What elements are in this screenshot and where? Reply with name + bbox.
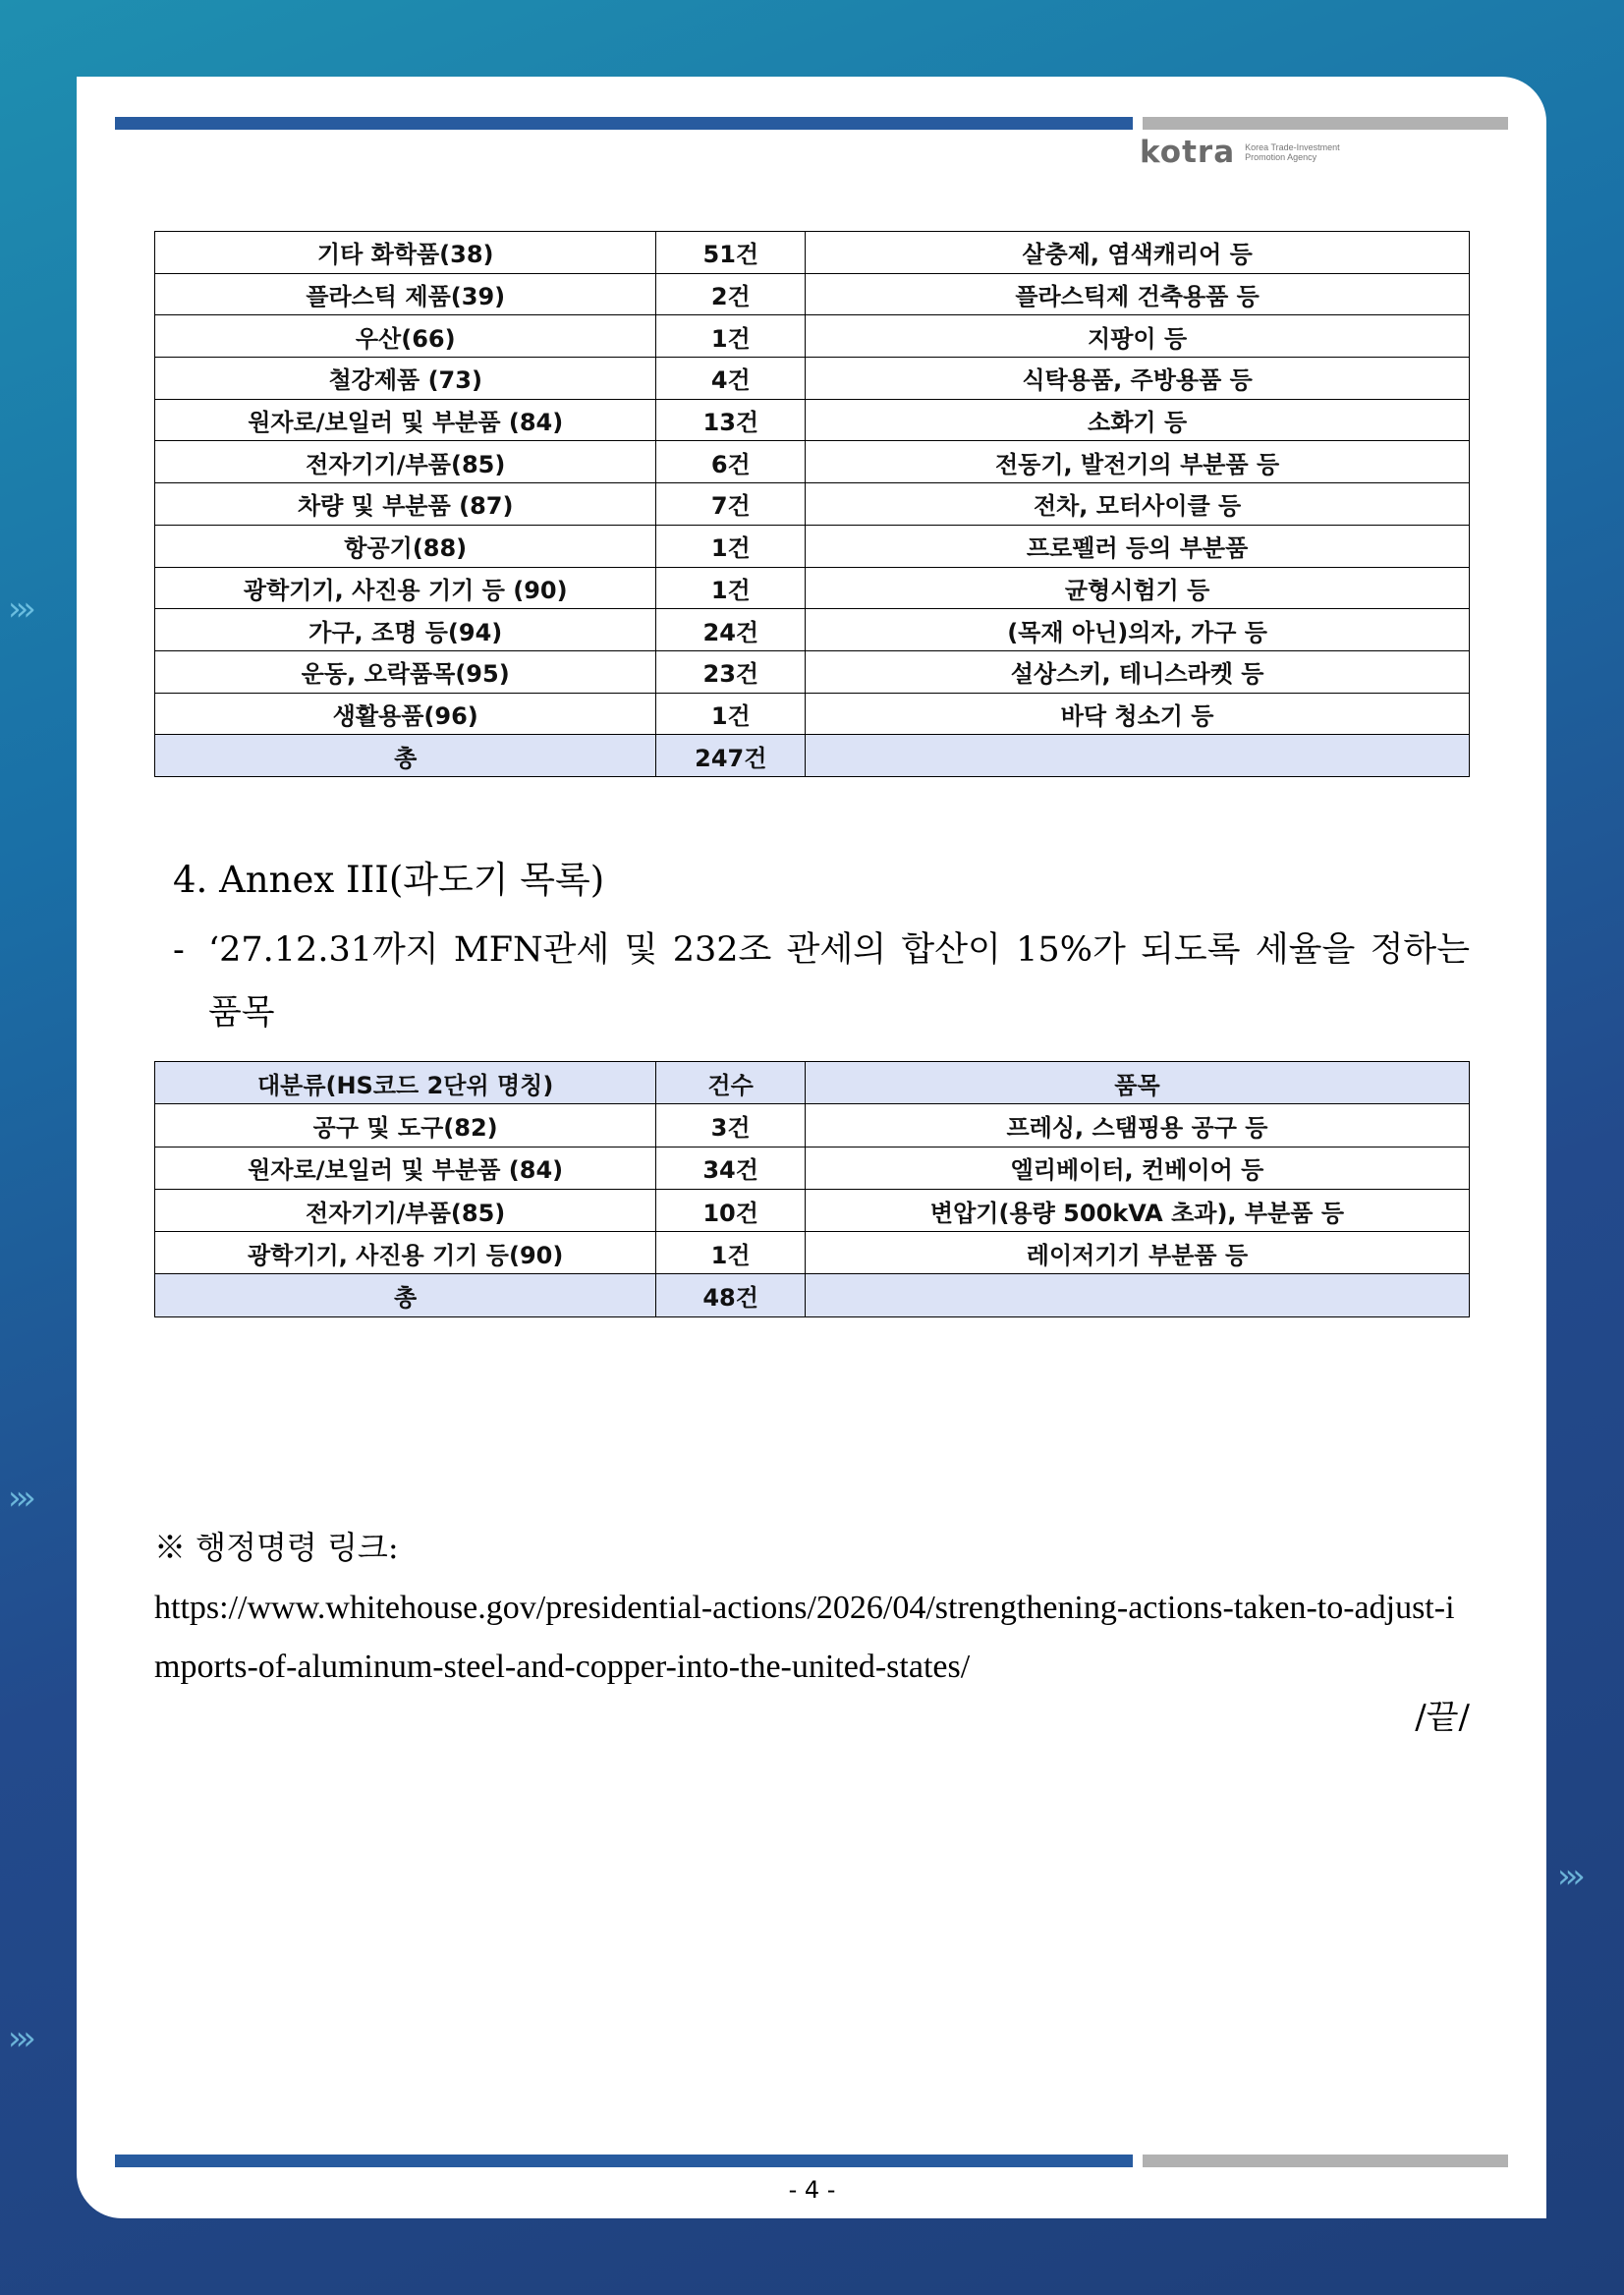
items-cell: 살충제, 염색캐리어 등 [806, 232, 1470, 274]
table-row [155, 483, 1470, 526]
items-cell: 균형시험기 등 [806, 567, 1470, 609]
category-cell: 철강제품 (73) [155, 358, 656, 400]
page-number: - 4 - [788, 2176, 836, 2204]
table-row [155, 525, 1470, 567]
items-cell: 프레싱, 스탬핑용 공구 등 [805, 1104, 1469, 1147]
items-cell: 엘리베이터, 컨베이어 등 [805, 1147, 1469, 1189]
table-row [155, 1147, 1470, 1189]
items-cell: 변압기(용량 500kVA 초과), 부분품 등 [805, 1189, 1469, 1231]
footer-bar-grey [1143, 2155, 1508, 2167]
category-cell: 광학기기, 사진용 기기 등 (90) [155, 567, 656, 609]
count-cell: 13건 [656, 399, 806, 441]
header-bar-grey [1143, 117, 1508, 130]
count-cell: 247건 [656, 735, 806, 777]
table-total-row [155, 735, 1470, 777]
category-cell: 원자로/보일러 및 부분품 (84) [155, 1147, 656, 1189]
count-cell: 51건 [656, 232, 806, 274]
kotra-logo [1140, 136, 1385, 169]
table-row [155, 693, 1470, 735]
header-bar-blue [115, 117, 1133, 130]
category-cell: 대분류(HS코드 2단위 명칭) [155, 1062, 656, 1104]
category-cell: 전자기기/부품(85) [155, 1189, 656, 1231]
count-cell: 48건 [656, 1274, 806, 1316]
items-cell: 바닥 청소기 등 [806, 693, 1470, 735]
table-row [155, 315, 1470, 358]
end-mark: /끝/ [1415, 1698, 1470, 1737]
table-row [155, 1232, 1470, 1274]
count-cell: 건수 [656, 1062, 806, 1104]
category-cell: 우산(66) [155, 315, 656, 358]
items-cell: 전동기, 발전기의 부분품 등 [806, 441, 1470, 483]
count-cell: 1건 [656, 693, 806, 735]
description-text: ‘27.12.31까지 MFN관세 및 232조 관세의 합산이 15%가 되도록 세율을 정하는 품목 [208, 930, 1470, 1033]
category-cell: 기타 화학품(38) [155, 232, 656, 274]
count-cell: 34건 [656, 1147, 806, 1189]
table-row [155, 358, 1470, 400]
category-cell: 가구, 조명 등(94) [155, 609, 656, 651]
items-cell: 지팡이 등 [806, 315, 1470, 358]
table-body [155, 232, 1470, 777]
chevron-decoration-icon: ››› [1557, 1857, 1580, 1896]
category-cell: 플라스틱 제품(39) [155, 273, 656, 315]
items-cell: 전차, 모터사이클 등 [806, 483, 1470, 526]
items-cell: 레이저기기 부분품 등 [805, 1232, 1469, 1274]
chevron-decoration-icon: ››› [8, 2019, 30, 2058]
items-cell [806, 735, 1470, 777]
chevron-decoration-icon: ››› [8, 1479, 30, 1518]
table-header-row [155, 1062, 1470, 1104]
items-cell: 플라스틱제 건축용품 등 [806, 273, 1470, 315]
table-row [155, 441, 1470, 483]
items-cell: 품목 [805, 1062, 1469, 1104]
table-row [155, 609, 1470, 651]
count-cell: 7건 [656, 483, 806, 526]
category-cell: 원자로/보일러 및 부분품 (84) [155, 399, 656, 441]
category-cell: 총 [155, 1274, 656, 1316]
count-cell: 23건 [656, 650, 806, 693]
count-cell: 1건 [656, 525, 806, 567]
section-heading: 4. Annex III(과도기 목록) [173, 859, 605, 901]
table-row [155, 650, 1470, 693]
count-cell: 2건 [656, 273, 806, 315]
table-row [155, 273, 1470, 315]
logo-tagline: Korea Trade-Investment Promotion Agency [1245, 142, 1340, 162]
count-cell: 3건 [656, 1104, 806, 1147]
executive-order-link[interactable]: https://www.whitehouse.gov/presidential-actions/2026/04/strengthening-actions-taken-to-adjust-imports-of-aluminum-steel-and-copper-into-the-united-states/ [154, 1590, 1455, 1685]
chevron-decoration-icon: ››› [8, 589, 30, 629]
bullet-dash: - [173, 930, 185, 970]
table-body [155, 1062, 1470, 1317]
logo-wordmark: kotra [1140, 135, 1236, 170]
link-note-label: ※ 행정명령 링크: [154, 1529, 399, 1566]
category-cell: 광학기기, 사진용 기기 등(90) [155, 1232, 656, 1274]
items-cell: 식탁용품, 주방용품 등 [806, 358, 1470, 400]
count-cell: 10건 [656, 1189, 806, 1231]
count-cell: 1건 [656, 567, 806, 609]
items-cell: 설상스키, 테니스라켓 등 [806, 650, 1470, 693]
table-total-row [155, 1274, 1470, 1316]
section-description [173, 919, 1470, 1044]
items-cell: 소화기 등 [806, 399, 1470, 441]
count-cell: 6건 [656, 441, 806, 483]
category-cell: 차량 및 부분품 (87) [155, 483, 656, 526]
annex-iii-table [154, 1061, 1470, 1317]
category-cell: 운동, 오락품목(95) [155, 650, 656, 693]
count-cell: 1건 [656, 1232, 806, 1274]
items-cell: 프로펠러 등의 부분품 [806, 525, 1470, 567]
table-row [155, 567, 1470, 609]
items-cell: (목재 아닌)의자, 가구 등 [806, 609, 1470, 651]
annex-table-continued [154, 231, 1470, 777]
table-row [155, 1189, 1470, 1231]
category-cell: 항공기(88) [155, 525, 656, 567]
items-cell [805, 1274, 1469, 1316]
count-cell: 24건 [656, 609, 806, 651]
category-cell: 생활용품(96) [155, 693, 656, 735]
footer-bar-blue [115, 2155, 1133, 2167]
table-row [155, 232, 1470, 274]
table-row [155, 399, 1470, 441]
category-cell: 총 [155, 735, 656, 777]
category-cell: 공구 및 도구(82) [155, 1104, 656, 1147]
count-cell: 1건 [656, 315, 806, 358]
category-cell: 전자기기/부품(85) [155, 441, 656, 483]
table-row [155, 1104, 1470, 1147]
count-cell: 4건 [656, 358, 806, 400]
